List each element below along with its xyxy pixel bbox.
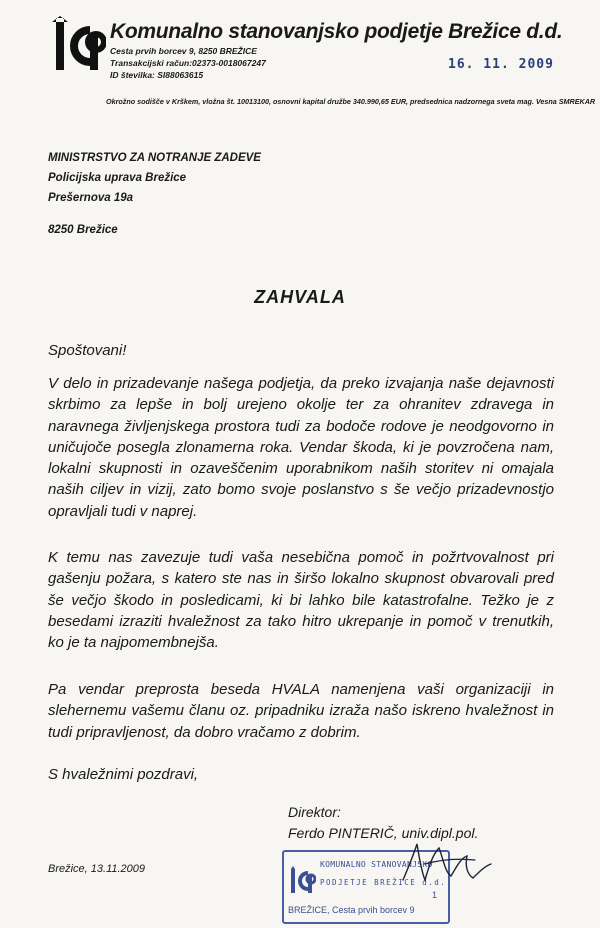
signature-name: Ferdo PINTERIČ, univ.dipl.pol.	[288, 825, 479, 841]
salutation: Spoštovani!	[48, 342, 127, 359]
paragraph-3: Pa vendar preprosta beseda HVALA namenjena vaši organizaciji in slehernemu vašemu članu oz. pripadniku izraža našo iskreno hvaležnost in tudi pripravljenost, da dobro vračamo z dobrim.	[48, 681, 554, 741]
recipient-police: Policijska uprava Brežice	[48, 172, 187, 184]
place-and-date: Brežice, 13.11.2009	[48, 863, 146, 875]
handwritten-signature-icon	[395, 836, 505, 886]
paragraph-1: V delo in prizadevanje našega podjetja, da preko izvajanja naše dejavnosti skrbimo za lepše in bolj urejeno okolje ter za ohranitev zdravega in naravnega življenjskega prostora tudi za bodoče rodove je neodgovorno in uničujoče posegla zlonamerna roka. Vendar škoda, ki je povzročena nam, lokalni skupnosti in ozaveščenim uporabnikom naših storitev ni omajala naših ciljev in vizij, zato bomo svoje poslanstvo s še večjo prizadevnostjo opravljali tudi v naprej.	[48, 375, 554, 520]
company-address: Cesta prvih borcev 9, 8250 BREŽICE	[110, 46, 257, 56]
company-logo-icon	[50, 16, 106, 72]
signature-title: Direktor:	[288, 804, 341, 820]
stamp-company-2: PODJETJE BREŽICE d.d.	[320, 878, 447, 887]
stamp-address: BREŽICE, Cesta prvih borcev 9	[288, 905, 415, 915]
paragraph-2: K temu nas zavezuje tudi vaša nesebična pomoč in požrtvovalnost pri gašenju požara, s katero ste nas in širšo lokalno skupnost obvarovali pred še večjo škodo in posledicami, ki bi lahko bile katastrofalne. Težko je z besedami izraziti hvaležnost za tako hitro ukrepanje in pomoč v trenutkih, ko je ta najpomembnejša.	[48, 549, 554, 652]
stamp-company: KOMUNALNO STANOVANJSKO	[320, 860, 433, 869]
letter-title: ZAHVALA	[254, 287, 346, 307]
vat-id: ID številka: SI88063615	[110, 70, 204, 80]
stamp-number: 1	[432, 890, 438, 900]
bank-account: Transakcijski račun:02373-0018067247	[110, 58, 266, 68]
closing: S hvaležnimi pozdravi,	[48, 766, 199, 783]
received-date-stamp: 16. 11. 2009	[448, 57, 554, 72]
recipient-street: Prešernova 19a	[48, 192, 134, 204]
court-registration: Okrožno sodišče v Krškem, vložna št. 10013100, osnovni kapital družbe 340.990,65 EUR, predsednica nadzornega sveta mag. Vesna SMREKAR	[106, 97, 596, 106]
stamp-logo-icon	[288, 866, 316, 894]
recipient-city: 8250 Brežice	[48, 224, 118, 236]
company-name: Komunalno stanovanjsko podjetje Brežice d.d.	[110, 20, 563, 43]
recipient-ministry: MINISTRSTVO ZA NOTRANJE ZADEVE	[48, 152, 261, 164]
